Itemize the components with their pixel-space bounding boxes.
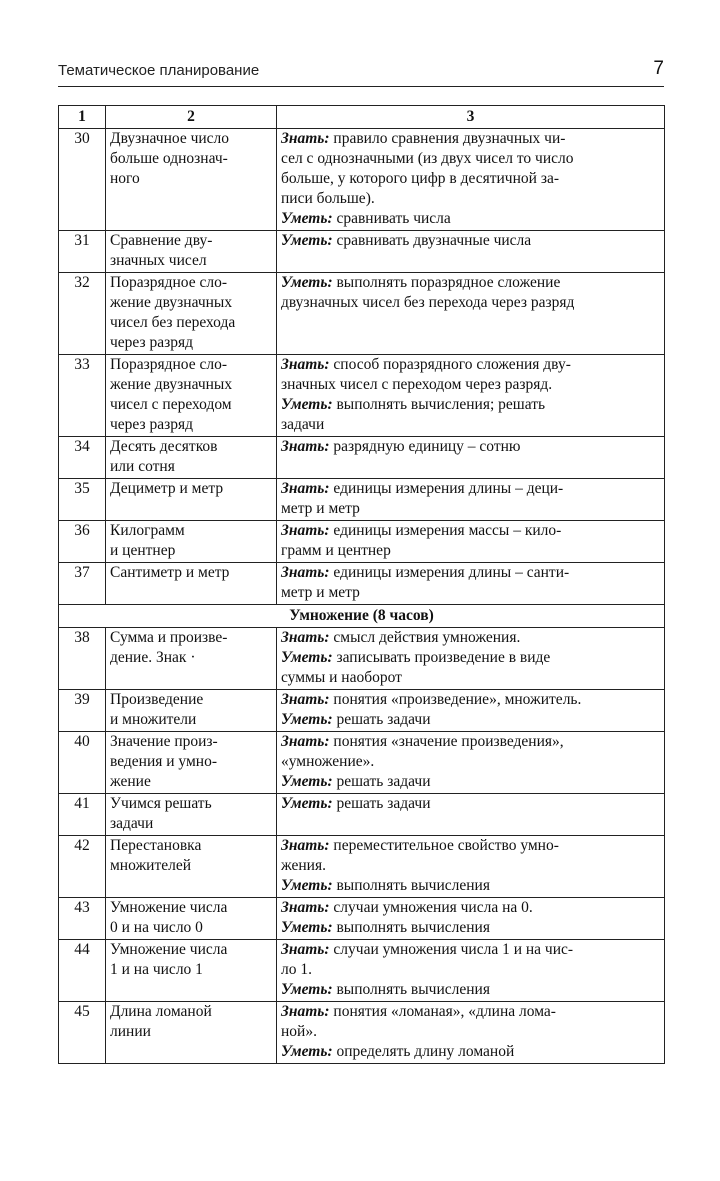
lesson-number: 36 [59,521,106,563]
lesson-number: 41 [59,794,106,836]
requirement-line [281,375,660,395]
lesson-number: 34 [59,437,106,479]
requirement-keyword: Уметь: [281,232,333,249]
lesson-requirements [277,1002,665,1064]
requirement-text: жения. [281,857,326,874]
requirement-line [281,415,660,435]
table-row [59,690,665,732]
requirement-line [281,836,660,856]
requirement-text: разрядную единицу – сотню [329,438,521,455]
page-number: 7 [653,58,664,79]
column-header: 1 [59,106,106,129]
lesson-number: 44 [59,940,106,1002]
requirement-text: двузначных чисел без перехода через разряд [281,294,575,311]
requirement-line [281,541,660,561]
requirement-text: грамм и центнер [281,542,391,559]
lesson-requirements [277,940,665,1002]
requirement-keyword: Знать: [281,480,330,497]
lesson-number: 30 [59,129,106,231]
requirement-line [281,794,660,814]
requirement-keyword: Знать: [281,130,330,147]
table-row [59,479,665,521]
table-body [59,129,665,1064]
requirement-line [281,752,660,772]
requirement-line [281,1042,660,1062]
lesson-number: 37 [59,563,106,605]
requirement-line [281,628,660,648]
column-header: 3 [277,106,665,129]
lesson-requirements [277,129,665,231]
lesson-topic: Сантиметр и метр [106,563,277,605]
lesson-topic: Сравнение дву- значных чисел [106,231,277,273]
requirement-keyword: Знать: [281,438,330,455]
requirement-keyword: Знать: [281,522,330,539]
table-row [59,355,665,437]
lesson-topic: Двузначное число больше однознач- ного [106,129,277,231]
requirement-line [281,189,660,209]
requirement-line [281,898,660,918]
lesson-requirements [277,563,665,605]
lesson-number: 33 [59,355,106,437]
requirement-line [281,772,660,792]
requirement-text: решать задачи [332,795,431,812]
lesson-requirements [277,479,665,521]
requirement-text: решать задачи [332,711,431,728]
table-row [59,940,665,1002]
requirement-text: единицы измерения длины – санти- [329,564,570,581]
requirement-keyword: Уметь: [281,919,333,936]
requirement-keyword: Знать: [281,356,330,373]
requirement-line [281,690,660,710]
requirement-text: правило сравнения двузначных чи- [329,130,566,147]
requirement-keyword: Уметь: [281,773,333,790]
requirement-text: сел с однозначными (из двух чисел то число [281,150,574,167]
lesson-number: 43 [59,898,106,940]
lesson-requirements [277,898,665,940]
table-row [59,628,665,690]
requirement-keyword: Уметь: [281,210,333,227]
lesson-topic: Учимся решать задачи [106,794,277,836]
requirement-text: случаи умножения числа на 0. [329,899,533,916]
requirement-keyword: Уметь: [281,877,333,894]
requirement-text: понятия «значение произведения», [329,733,564,750]
lesson-number: 32 [59,273,106,355]
lesson-number: 45 [59,1002,106,1064]
requirement-text: суммы и наоборот [281,669,402,686]
table-row [59,563,665,605]
table-row [59,129,665,231]
requirement-keyword: Уметь: [281,649,333,666]
running-header [58,60,664,87]
lesson-number: 39 [59,690,106,732]
requirement-line [281,169,660,189]
requirement-text: задачи [281,416,325,433]
lesson-topic: Десять десятков или сотня [106,437,277,479]
requirement-text: больше, у которого цифр в десятичной за- [281,170,559,187]
section-row [59,605,665,628]
requirement-line [281,960,660,980]
requirement-keyword: Уметь: [281,711,333,728]
requirement-text: метр и метр [281,584,360,601]
table-row [59,521,665,563]
requirement-text: выполнять вычисления [332,919,490,936]
lesson-requirements [277,732,665,794]
lesson-topic: Значение произ- ведения и умно- жение [106,732,277,794]
requirement-line [281,563,660,583]
requirement-line [281,273,660,293]
requirement-text: случаи умножения числа 1 и на чис- [329,941,574,958]
requirement-keyword: Знать: [281,1003,330,1020]
requirement-text: понятия «ломаная», «длина лома- [329,1003,556,1020]
lesson-topic: Умножение числа 1 и на число 1 [106,940,277,1002]
requirement-line [281,355,660,375]
requirement-text: значных чисел с переходом через разряд. [281,376,553,393]
requirement-text: ло 1. [281,961,312,978]
requirement-text: способ поразрядного сложения дву- [329,356,571,373]
requirement-line [281,149,660,169]
requirement-line [281,437,660,457]
requirement-keyword: Знать: [281,899,330,916]
requirement-line [281,499,660,519]
lesson-requirements [277,836,665,898]
section-title: Умножение (8 часов) [59,605,665,628]
requirement-line [281,1022,660,1042]
requirement-keyword: Знать: [281,691,330,708]
requirement-line [281,209,660,229]
requirement-line [281,980,660,1000]
requirement-text: понятия «произведение», множитель. [329,691,582,708]
table-row [59,898,665,940]
table-row [59,231,665,273]
requirement-line [281,231,660,251]
requirement-keyword: Уметь: [281,795,333,812]
requirement-line [281,395,660,415]
requirement-text: сравнивать числа [332,210,451,227]
requirement-keyword: Уметь: [281,1043,333,1060]
requirement-line [281,648,660,668]
requirement-keyword: Знать: [281,733,330,750]
table-row [59,794,665,836]
requirement-line [281,521,660,541]
lesson-requirements [277,690,665,732]
requirement-keyword: Уметь: [281,396,333,413]
requirement-line [281,856,660,876]
lesson-number: 38 [59,628,106,690]
requirement-keyword: Уметь: [281,981,333,998]
requirement-keyword: Знать: [281,564,330,581]
lesson-requirements [277,231,665,273]
lesson-requirements [277,628,665,690]
requirement-line [281,732,660,752]
table-header-row [59,106,665,129]
requirement-line [281,1002,660,1022]
lesson-number: 40 [59,732,106,794]
lesson-topic: Поразрядное сло- жение двузначных чисел без перехода через разряд [106,273,277,355]
requirement-text: метр и метр [281,500,360,517]
requirement-line [281,293,660,313]
requirement-text: единицы измерения длины – деци- [329,480,564,497]
requirement-line [281,479,660,499]
requirement-text: переместительное свойство умно- [329,837,559,854]
requirement-text: сравнивать двузначные числа [332,232,532,249]
requirement-keyword: Знать: [281,837,330,854]
lesson-topic: Поразрядное сло- жение двузначных чисел с переходом через разряд [106,355,277,437]
requirement-text: выполнять вычисления; решать [332,396,546,413]
requirement-line [281,710,660,730]
requirement-line [281,876,660,896]
requirement-text: выполнять вычисления [332,981,490,998]
lesson-topic: Перестановка множителей [106,836,277,898]
requirement-text: «умножение». [281,753,375,770]
lesson-topic: Сумма и произве- дение. Знак · [106,628,277,690]
lesson-topic: Килограмм и центнер [106,521,277,563]
requirement-text: писи больше). [281,190,375,207]
requirement-line [281,129,660,149]
requirement-text: единицы измерения массы – кило- [329,522,562,539]
requirement-text: решать задачи [332,773,431,790]
requirement-text: записывать произведение в виде [332,649,551,666]
lesson-requirements [277,273,665,355]
running-header-title: Тематическое планирование [58,62,260,79]
lesson-requirements [277,437,665,479]
requirement-text: ной». [281,1023,317,1040]
lesson-topic: Длина ломаной линии [106,1002,277,1064]
lesson-topic: Дециметр и метр [106,479,277,521]
lesson-requirements [277,521,665,563]
table-row [59,836,665,898]
requirement-keyword: Знать: [281,941,330,958]
lesson-number: 35 [59,479,106,521]
lesson-requirements [277,794,665,836]
requirement-text: выполнять вычисления [332,877,490,894]
table-row [59,1002,665,1064]
requirement-text: определять длину ломаной [332,1043,515,1060]
requirement-keyword: Уметь: [281,274,333,291]
requirement-line [281,918,660,938]
lesson-topic: Умножение числа 0 и на число 0 [106,898,277,940]
requirement-text: выполнять поразрядное сложение [332,274,561,291]
lesson-number: 31 [59,231,106,273]
requirement-line [281,583,660,603]
lesson-requirements [277,355,665,437]
requirement-text: смысл действия умножения. [329,629,521,646]
table-row [59,437,665,479]
requirement-keyword: Знать: [281,629,330,646]
column-header: 2 [106,106,277,129]
requirement-line [281,668,660,688]
thematic-plan-table [58,105,665,1064]
table-row [59,273,665,355]
lesson-number: 42 [59,836,106,898]
lesson-topic: Произведение и множители [106,690,277,732]
table-row [59,732,665,794]
requirement-line [281,940,660,960]
